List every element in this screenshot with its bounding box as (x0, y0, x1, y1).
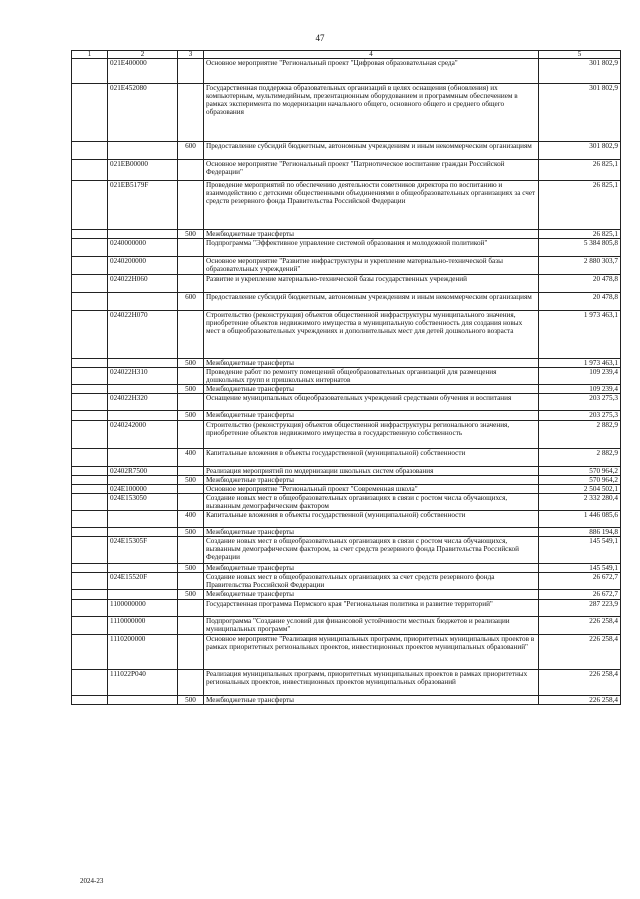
row-amount: 1 446 085,6 (539, 511, 621, 528)
row-code: 024022Н060 (108, 275, 178, 293)
row-code: 021E452080 (108, 84, 178, 142)
table-row (72, 84, 621, 142)
row-amount: 570 964,2 (539, 466, 621, 475)
row-amount: 226 258,4 (539, 616, 621, 634)
row-blank-cell (72, 411, 108, 420)
table-row (72, 448, 621, 466)
table-row (72, 564, 621, 573)
row-expense-type (178, 616, 204, 634)
row-name: Основное мероприятие "Реализация муниципальных программ, приоритетных муниципальных проектов в рамках приоритетных региональных проектов, инвестиционных проектов муниципальных образований" (204, 634, 539, 669)
row-name: Создание новых мест в общеобразовательных организациях за счет средств резервного фонда Правительства Российской Федерации (204, 573, 539, 590)
row-amount: 145 549,1 (539, 564, 621, 573)
row-expense-type: 500 (178, 385, 204, 394)
row-blank-cell (72, 181, 108, 230)
table-row (72, 142, 621, 160)
row-code (108, 564, 178, 573)
row-expense-type: 500 (178, 359, 204, 368)
table-row (72, 511, 621, 528)
row-expense-type (178, 311, 204, 359)
table-row (72, 590, 621, 599)
row-code (108, 230, 178, 239)
table-row (72, 394, 621, 411)
row-expense-type (178, 466, 204, 475)
row-name: Предоставление субсидий бюджетным, автономным учреждениям и иным некоммерческим организациям (204, 293, 539, 311)
row-name: Предоставление субсидий бюджетным, автономным учреждениям и иным некоммерческим организациям (204, 142, 539, 160)
row-code: 1110200000 (108, 634, 178, 669)
row-blank-cell (72, 293, 108, 311)
table-row (72, 695, 621, 704)
row-expense-type: 500 (178, 411, 204, 420)
row-name: Государственная поддержка образовательных организаций в целях оснащения (обновления) их компьютерным, мультимедийным, презентационным оборудованием и программным обеспечением в рамках эксперимента по модернизации начального общего, основного общего и среднего общего образования (204, 84, 539, 142)
table-row (72, 466, 621, 475)
table-row (72, 475, 621, 484)
row-amount: 301 802,9 (539, 142, 621, 160)
row-expense-type (178, 669, 204, 695)
row-code: 021E400000 (108, 59, 178, 84)
row-expense-type: 500 (178, 695, 204, 704)
row-blank-cell (72, 573, 108, 590)
row-blank-cell (72, 599, 108, 616)
row-name: Строительство (реконструкция) объектов общественной инфраструктуры регионального значения, приобретение объектов недвижимого имущества в государственную собственность (204, 420, 539, 448)
header-col-2: 2 (108, 51, 178, 59)
row-amount: 203 275,3 (539, 411, 621, 420)
table-row (72, 411, 621, 420)
row-blank-cell (72, 257, 108, 275)
row-expense-type: 500 (178, 230, 204, 239)
row-expense-type (178, 257, 204, 275)
row-amount: 109 239,4 (539, 385, 621, 394)
row-blank-cell (72, 230, 108, 239)
row-code: 0240200000 (108, 257, 178, 275)
row-blank-cell (72, 239, 108, 257)
row-expense-type: 600 (178, 142, 204, 160)
row-code: 024022Н320 (108, 394, 178, 411)
row-expense-type (178, 634, 204, 669)
row-name: Реализация мероприятий по модернизации школьных систем образования (204, 466, 539, 475)
row-blank-cell (72, 475, 108, 484)
row-name: Капитальные вложения в объекты государственной (муниципальной) собственности (204, 511, 539, 528)
row-expense-type (178, 537, 204, 564)
row-amount: 26 825,1 (539, 160, 621, 181)
row-blank-cell (72, 537, 108, 564)
row-code: 024E15305F (108, 537, 178, 564)
table-row (72, 293, 621, 311)
row-code (108, 293, 178, 311)
row-blank-cell (72, 59, 108, 84)
row-amount: 20 478,8 (539, 275, 621, 293)
row-name: Государственная программа Пермского края "Региональная политика и развитие территорий" (204, 599, 539, 616)
row-expense-type (178, 59, 204, 84)
row-blank-cell (72, 311, 108, 359)
row-name: Основное мероприятие "Региональный проект "Патриотическое воспитание граждан Российской Федерации" (204, 160, 539, 181)
row-expense-type: 500 (178, 564, 204, 573)
table-row (72, 311, 621, 359)
row-code: 0240242000 (108, 420, 178, 448)
row-amount: 226 258,4 (539, 695, 621, 704)
row-amount: 226 258,4 (539, 634, 621, 669)
table-row (72, 669, 621, 695)
row-expense-type (178, 181, 204, 230)
row-expense-type: 500 (178, 590, 204, 599)
row-code: 024E153050 (108, 493, 178, 510)
row-name: Межбюджетные трансферты (204, 230, 539, 239)
row-name: Развитие и укрепление материально-технической базы государственных учреждений (204, 275, 539, 293)
row-amount: 26 672,7 (539, 590, 621, 599)
budget-table (71, 50, 621, 705)
row-blank-cell (72, 564, 108, 573)
row-blank-cell (72, 448, 108, 466)
row-code: 0240000000 (108, 239, 178, 257)
row-name: Создание новых мест в общеобразовательных организациях в связи с ростом числа обучающихся, вызванным демографическим фактором, за счет средств резервного фонда Правительства Российской Федерации (204, 537, 539, 564)
table-body (72, 59, 621, 705)
row-name: Межбюджетные трансферты (204, 590, 539, 599)
table-row (72, 368, 621, 385)
row-name: Межбюджетные трансферты (204, 359, 539, 368)
row-expense-type: 400 (178, 511, 204, 528)
row-name: Оснащение муниципальных общеобразовательных учреждений средствами обучения и воспитания (204, 394, 539, 411)
row-amount: 2 332 280,4 (539, 493, 621, 510)
row-blank-cell (72, 275, 108, 293)
row-amount: 5 384 805,8 (539, 239, 621, 257)
row-code (108, 359, 178, 368)
table-row (72, 484, 621, 493)
row-name: Межбюджетные трансферты (204, 475, 539, 484)
table-row (72, 528, 621, 537)
row-blank-cell (72, 634, 108, 669)
row-code: 1100000000 (108, 599, 178, 616)
row-amount: 2 882,9 (539, 420, 621, 448)
row-blank-cell (72, 669, 108, 695)
row-expense-type: 500 (178, 475, 204, 484)
row-code: 021EB5179F (108, 181, 178, 230)
row-amount: 301 802,9 (539, 59, 621, 84)
row-amount: 1 973 463,1 (539, 311, 621, 359)
row-name: Межбюджетные трансферты (204, 695, 539, 704)
row-expense-type (178, 84, 204, 142)
table-row (72, 257, 621, 275)
row-amount: 20 478,8 (539, 293, 621, 311)
row-expense-type (178, 484, 204, 493)
row-code (108, 695, 178, 704)
table-row (72, 385, 621, 394)
row-blank-cell (72, 84, 108, 142)
row-name: Капитальные вложения в объекты государственной (муниципальной) собственности (204, 448, 539, 466)
row-code: 1110000000 (108, 616, 178, 634)
row-amount: 145 549,1 (539, 537, 621, 564)
page-number: 47 (315, 33, 325, 43)
row-blank-cell (72, 160, 108, 181)
row-name: Создание новых мест в общеобразовательных организациях в связи с ростом числа обучающихся, вызванным демографическим фактором (204, 493, 539, 510)
row-blank-cell (72, 385, 108, 394)
row-amount: 2 504 502,1 (539, 484, 621, 493)
row-name: Реализация муниципальных программ, приоритетных муниципальных проектов в рамках приоритетных региональных проектов, инвестиционных проектов муниципальных образований (204, 669, 539, 695)
row-code (108, 511, 178, 528)
row-code: 024022Н070 (108, 311, 178, 359)
row-blank-cell (72, 616, 108, 634)
row-expense-type (178, 599, 204, 616)
table-row (72, 239, 621, 257)
table-row (72, 573, 621, 590)
header-col-1: 1 (72, 51, 108, 59)
row-code (108, 411, 178, 420)
row-amount: 287 223,9 (539, 599, 621, 616)
row-expense-type (178, 573, 204, 590)
row-amount: 226 258,4 (539, 669, 621, 695)
table-header-row (72, 51, 621, 59)
row-name: Подпрограмма "Эффективное управление системой образования и молодежной политикой" (204, 239, 539, 257)
table-row (72, 634, 621, 669)
table-row (72, 181, 621, 230)
row-name: Межбюджетные трансферты (204, 411, 539, 420)
row-expense-type: 400 (178, 448, 204, 466)
row-name: Проведение работ по ремонту помещений общеобразовательных организаций для размещения дошкольных групп и пришкольных интернатов (204, 368, 539, 385)
row-code (108, 475, 178, 484)
row-amount: 301 802,9 (539, 84, 621, 142)
table-row (72, 160, 621, 181)
row-expense-type (178, 493, 204, 510)
row-code: 021EB00000 (108, 160, 178, 181)
row-blank-cell (72, 695, 108, 704)
row-code: 024022Н310 (108, 368, 178, 385)
table-row (72, 537, 621, 564)
row-expense-type (178, 160, 204, 181)
row-blank-cell (72, 394, 108, 411)
row-expense-type (178, 394, 204, 411)
row-code (108, 590, 178, 599)
row-expense-type: 600 (178, 293, 204, 311)
row-name: Основное мероприятие "Региональный проект "Цифровая образовательная среда" (204, 59, 539, 84)
header-col-4: 4 (204, 51, 539, 59)
row-name: Подпрограмма "Создание условий для финансовой устойчивости местных бюджетов и реализации муниципальных программ" (204, 616, 539, 634)
row-amount: 2 880 303,7 (539, 257, 621, 275)
table-row (72, 359, 621, 368)
row-amount: 203 275,3 (539, 394, 621, 411)
header-col-5: 5 (539, 51, 621, 59)
row-expense-type (178, 420, 204, 448)
row-code: 024E100000 (108, 484, 178, 493)
row-code: 02402R7500 (108, 466, 178, 475)
table-row (72, 493, 621, 510)
row-amount: 570 964,2 (539, 475, 621, 484)
row-amount: 26 825,1 (539, 230, 621, 239)
row-name: Межбюджетные трансферты (204, 385, 539, 394)
row-amount: 1 973 463,1 (539, 359, 621, 368)
table-row (72, 275, 621, 293)
row-expense-type (178, 368, 204, 385)
row-blank-cell (72, 368, 108, 385)
row-expense-type (178, 275, 204, 293)
row-blank-cell (72, 511, 108, 528)
row-code (108, 142, 178, 160)
row-name: Строительство (реконструкция) объектов общественной инфраструктуры муниципального значения, приобретение объектов недвижимого имущества в муниципальную собственность для создания новых мест в общеобразовательных учреждениях и дополнительных мест для детей дошкольного возраста (204, 311, 539, 359)
row-amount: 26 825,1 (539, 181, 621, 230)
row-blank-cell (72, 528, 108, 537)
row-expense-type (178, 239, 204, 257)
row-blank-cell (72, 484, 108, 493)
footer-code: 2024-23 (80, 877, 104, 885)
table-row (72, 230, 621, 239)
row-blank-cell (72, 420, 108, 448)
table-row (72, 420, 621, 448)
row-name: Проведение мероприятий по обеспечению деятельности советников директора по воспитанию и взаимодействию с детскими общественными объединениями в общеобразовательных организациях за счет средств резервного фонда Правительства Российской Федерации (204, 181, 539, 230)
row-name: Основное мероприятие "Развитие инфраструктуры и укрепление материально-технической базы образовательных учреждений" (204, 257, 539, 275)
row-name: Межбюджетные трансферты (204, 564, 539, 573)
header-col-3: 3 (178, 51, 204, 59)
table-row (72, 616, 621, 634)
row-code (108, 528, 178, 537)
row-amount: 109 239,4 (539, 368, 621, 385)
row-amount: 886 194,8 (539, 528, 621, 537)
row-code: 024E15520F (108, 573, 178, 590)
table-row (72, 599, 621, 616)
row-blank-cell (72, 142, 108, 160)
row-amount: 2 882,9 (539, 448, 621, 466)
table-row (72, 59, 621, 84)
row-amount: 26 672,7 (539, 573, 621, 590)
row-name: Основное мероприятие "Региональный проект "Современная школа" (204, 484, 539, 493)
row-code (108, 448, 178, 466)
row-blank-cell (72, 493, 108, 510)
row-blank-cell (72, 359, 108, 368)
row-code (108, 385, 178, 394)
row-code: 111022Р040 (108, 669, 178, 695)
row-blank-cell (72, 466, 108, 475)
row-blank-cell (72, 590, 108, 599)
row-expense-type: 500 (178, 528, 204, 537)
row-name: Межбюджетные трансферты (204, 528, 539, 537)
